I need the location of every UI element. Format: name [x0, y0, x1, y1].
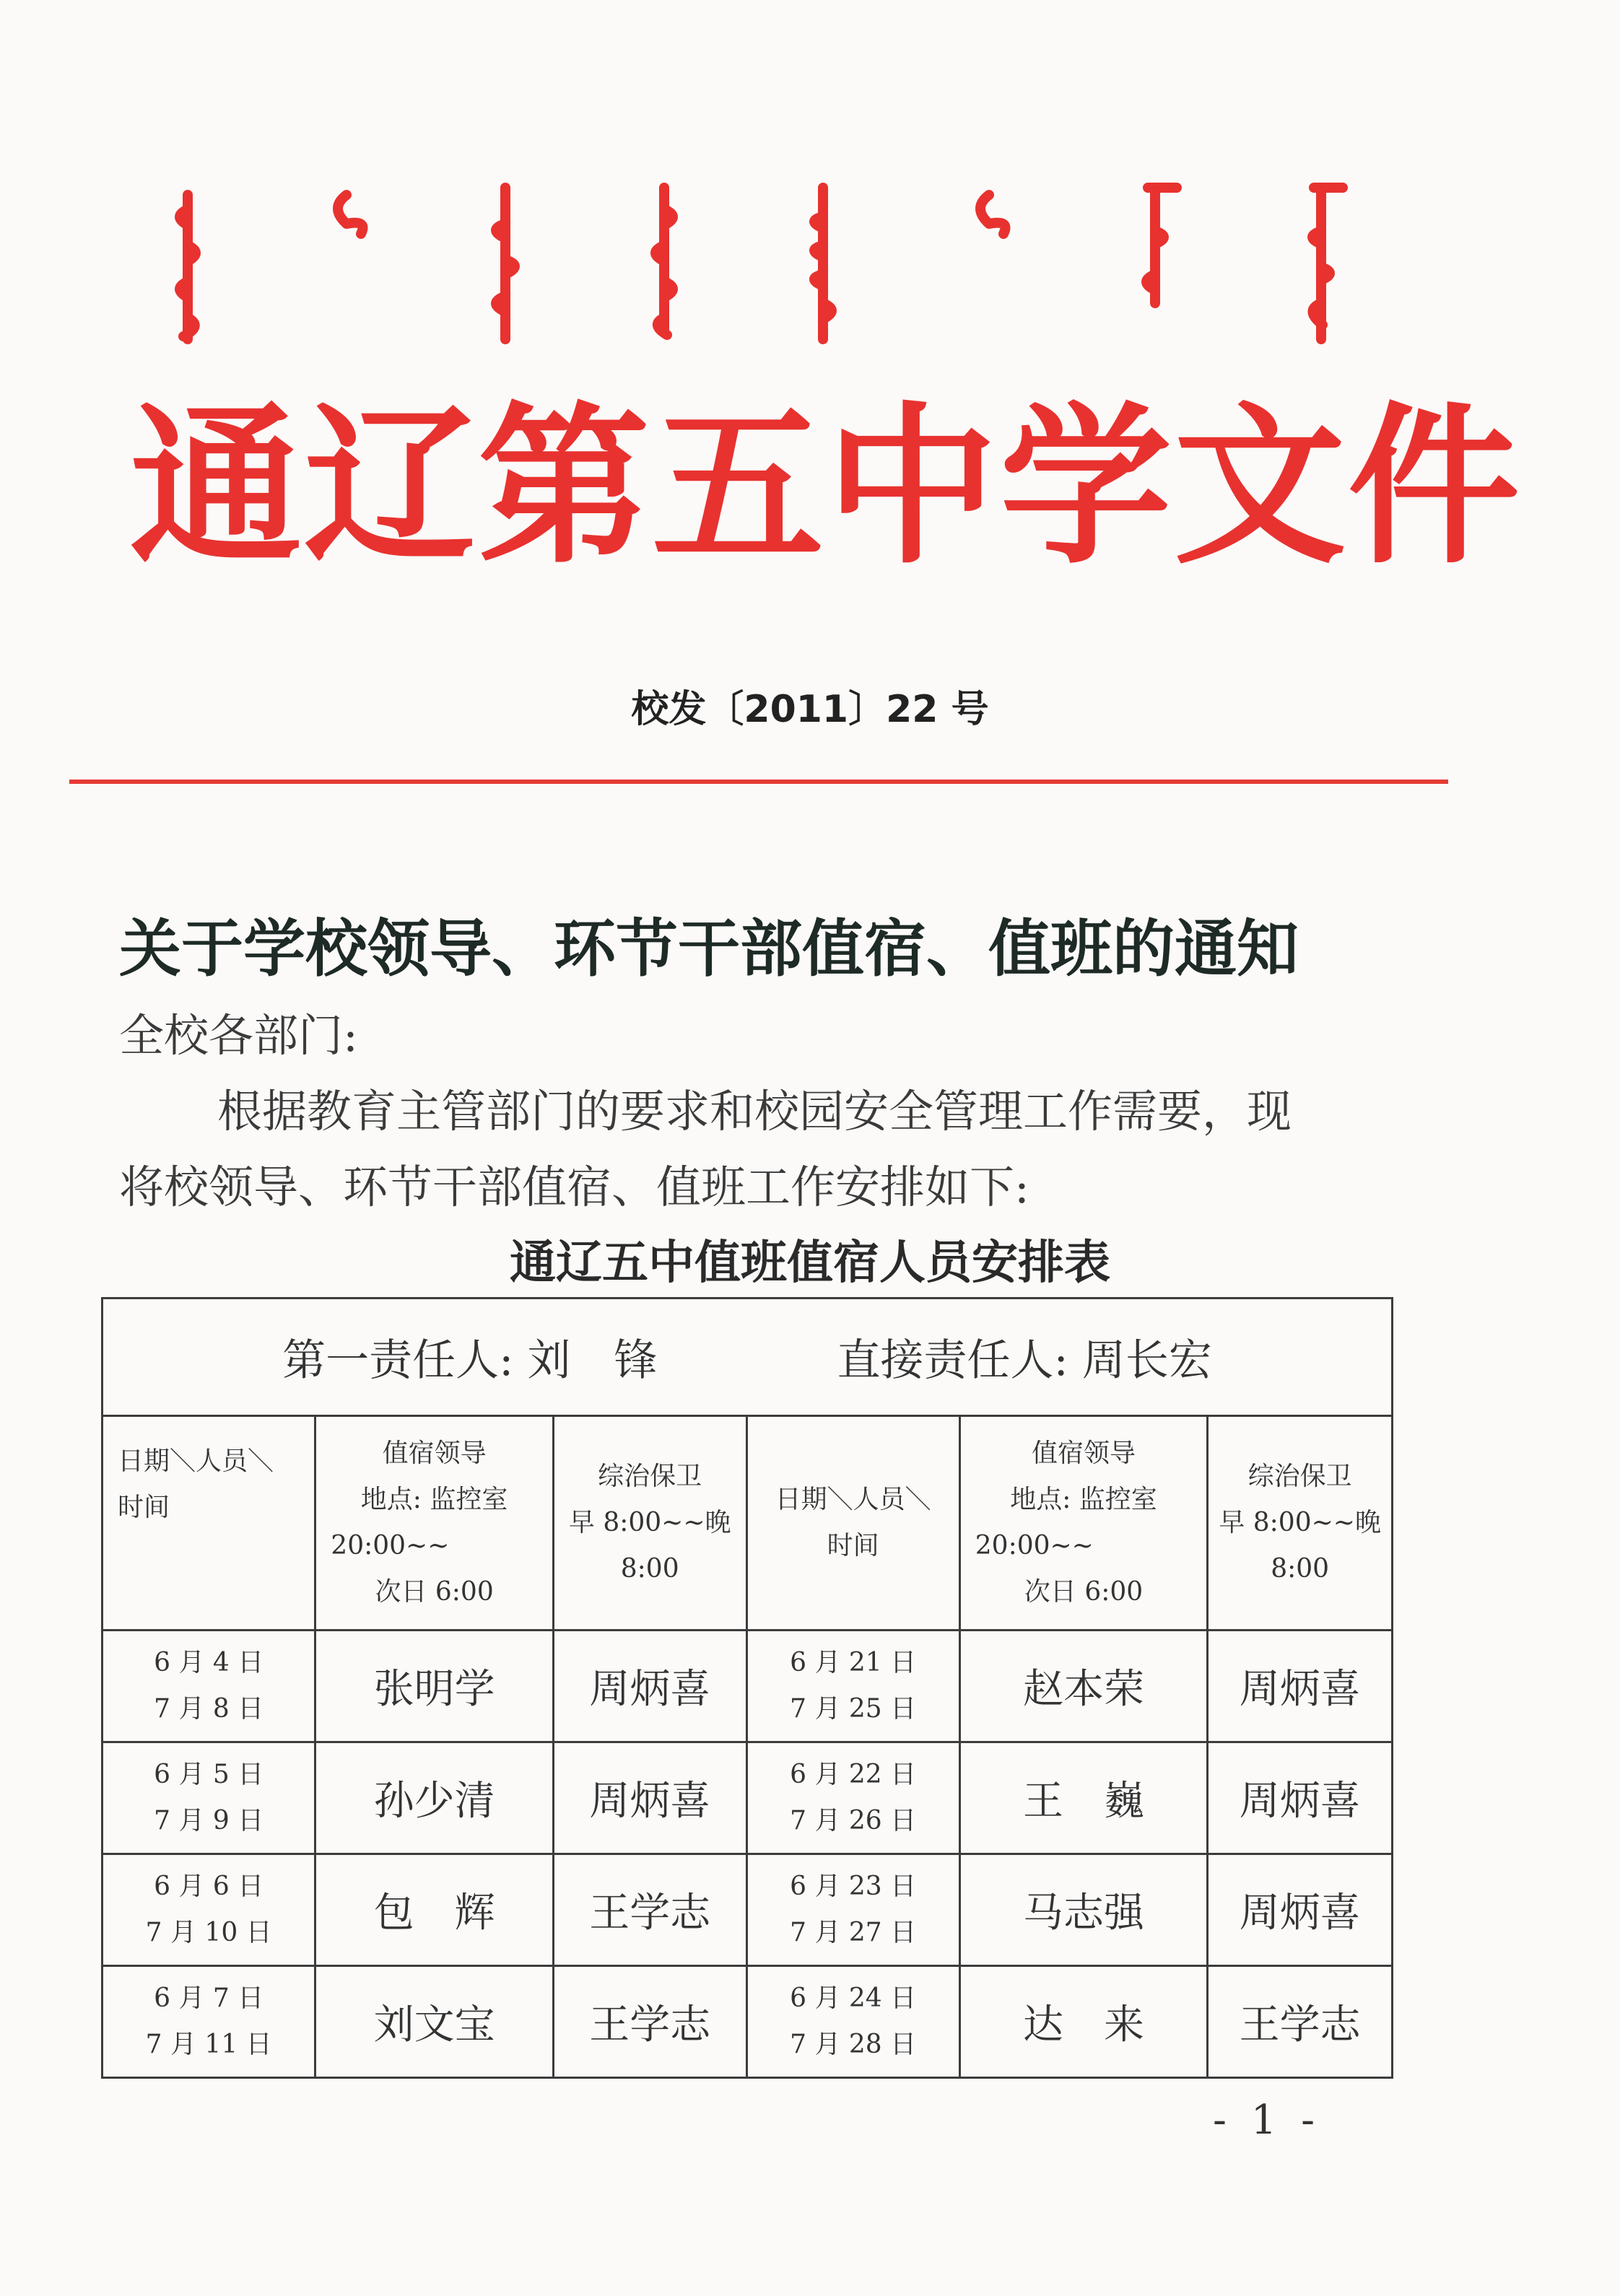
date-text: 6 月 6 日 — [154, 1872, 264, 1901]
header-text: 8:00 — [1271, 1554, 1330, 1584]
header-text: 20:00~~ — [331, 1531, 450, 1561]
night-leader-cell: 达 来 — [959, 1966, 1208, 2078]
night-leader-cell: 王 巍 — [959, 1742, 1208, 1854]
security-guard-cell: 周炳喜 — [1208, 1854, 1393, 1966]
direct-responsible: 直接责任人: 周长宏 — [837, 1335, 1212, 1386]
paragraph-line-2: 将校领导、环节干部值宿、值班工作安排如下: — [119, 1161, 1029, 1213]
security-guard-cell: 王学志 — [1208, 1966, 1393, 2078]
date-text: 6 月 24 日 — [790, 1983, 917, 2013]
header-text: 日期＼人员＼ — [118, 1446, 274, 1476]
table-title: 通辽五中值班值宿人员安排表 — [510, 1236, 1110, 1290]
table-row — [103, 1854, 1393, 1966]
page-number: - 1 - — [1213, 2097, 1321, 2144]
header-text: 20:00~~ — [975, 1531, 1094, 1561]
date-cell — [103, 1966, 315, 2078]
responsible-persons-row — [103, 1298, 1393, 1416]
date-cell — [103, 1854, 315, 1966]
date-text: 7 月 9 日 — [154, 1806, 264, 1836]
date-cell — [746, 1742, 959, 1854]
date-cell — [103, 1742, 315, 1854]
header-text: 次日 6:00 — [1024, 1577, 1144, 1607]
header-date-person — [746, 1416, 959, 1631]
header-night-leader — [959, 1416, 1208, 1631]
header-night-leader — [315, 1416, 554, 1631]
header-text: 地点: 监控室 — [1010, 1485, 1157, 1514]
date-text: 6 月 5 日 — [154, 1760, 264, 1789]
header-text: 早 8:00~~晚 — [1219, 1508, 1381, 1537]
date-text: 7 月 11 日 — [145, 2030, 272, 2059]
date-text: 7 月 28 日 — [790, 2030, 917, 2059]
security-guard-cell: 周炳喜 — [553, 1742, 746, 1854]
header-text: 日期＼人员＼ — [775, 1485, 931, 1514]
night-leader-cell: 张明学 — [315, 1631, 554, 1742]
header-text: 8:00 — [620, 1554, 679, 1584]
date-text: 7 月 25 日 — [790, 1694, 917, 1724]
night-leader-cell: 马志强 — [959, 1854, 1208, 1966]
security-guard-cell: 周炳喜 — [1208, 1631, 1393, 1742]
header-text: 地点: 监控室 — [360, 1485, 508, 1514]
header-text: 早 8:00~~晚 — [568, 1508, 731, 1537]
date-text: 7 月 10 日 — [145, 1918, 272, 1947]
date-text: 7 月 27 日 — [790, 1918, 917, 1947]
document-number: 校发〔2011〕22 号 — [631, 688, 989, 731]
red-divider — [69, 780, 1448, 784]
duty-schedule-table — [101, 1297, 1393, 2079]
mongolian-script-logo — [159, 180, 1372, 361]
header-text: 值宿领导 — [1032, 1439, 1136, 1468]
table-row — [103, 1966, 1393, 2078]
date-text: 6 月 21 日 — [790, 1648, 917, 1677]
salutation: 全校各部门: — [119, 1009, 358, 1062]
date-text: 7 月 8 日 — [154, 1694, 264, 1724]
responsible-persons-cell — [103, 1298, 1393, 1416]
date-cell — [103, 1631, 315, 1742]
date-text: 6 月 7 日 — [154, 1983, 264, 2013]
date-text: 6 月 22 日 — [790, 1760, 917, 1789]
night-leader-cell: 包 辉 — [315, 1854, 554, 1966]
security-guard-cell: 王学志 — [553, 1854, 746, 1966]
night-leader-cell: 赵本荣 — [959, 1631, 1208, 1742]
header-text: 时间 — [118, 1493, 170, 1522]
date-cell — [746, 1631, 959, 1742]
security-guard-cell: 周炳喜 — [1208, 1742, 1393, 1854]
header-security-guard — [553, 1416, 746, 1631]
header-text: 值宿领导 — [382, 1439, 487, 1468]
header-text: 时间 — [827, 1531, 879, 1561]
date-text: 7 月 26 日 — [790, 1806, 917, 1836]
date-cell — [746, 1966, 959, 2078]
paragraph-line-1: 根据教育主管部门的要求和校园安全管理工作需要，现 — [217, 1085, 1292, 1138]
security-guard-cell: 王学志 — [553, 1966, 746, 2078]
security-guard-cell: 周炳喜 — [553, 1631, 746, 1742]
table-row — [103, 1631, 1393, 1742]
header-text: 综治保卫 — [1247, 1462, 1352, 1491]
night-leader-cell: 孙少清 — [315, 1742, 554, 1854]
table-row — [103, 1742, 1393, 1854]
header-security-guard — [1208, 1416, 1393, 1631]
notice-title: 关于学校领导、环节干部值宿、值班的通知 — [119, 912, 1299, 985]
first-responsible: 第一责任人: 刘 锋 — [282, 1335, 658, 1386]
table-header-row — [103, 1416, 1393, 1631]
date-cell — [746, 1854, 959, 1966]
mongolian-script-header — [159, 180, 1372, 361]
header-text: 综治保卫 — [598, 1462, 702, 1491]
header-date-person — [103, 1416, 315, 1631]
night-leader-cell: 刘文宝 — [315, 1966, 554, 2078]
header-text: 次日 6:00 — [375, 1577, 494, 1607]
date-text: 6 月 23 日 — [790, 1872, 917, 1901]
date-text: 6 月 4 日 — [154, 1648, 264, 1677]
document-header-title: 通辽第五中学文件 — [130, 386, 1522, 588]
